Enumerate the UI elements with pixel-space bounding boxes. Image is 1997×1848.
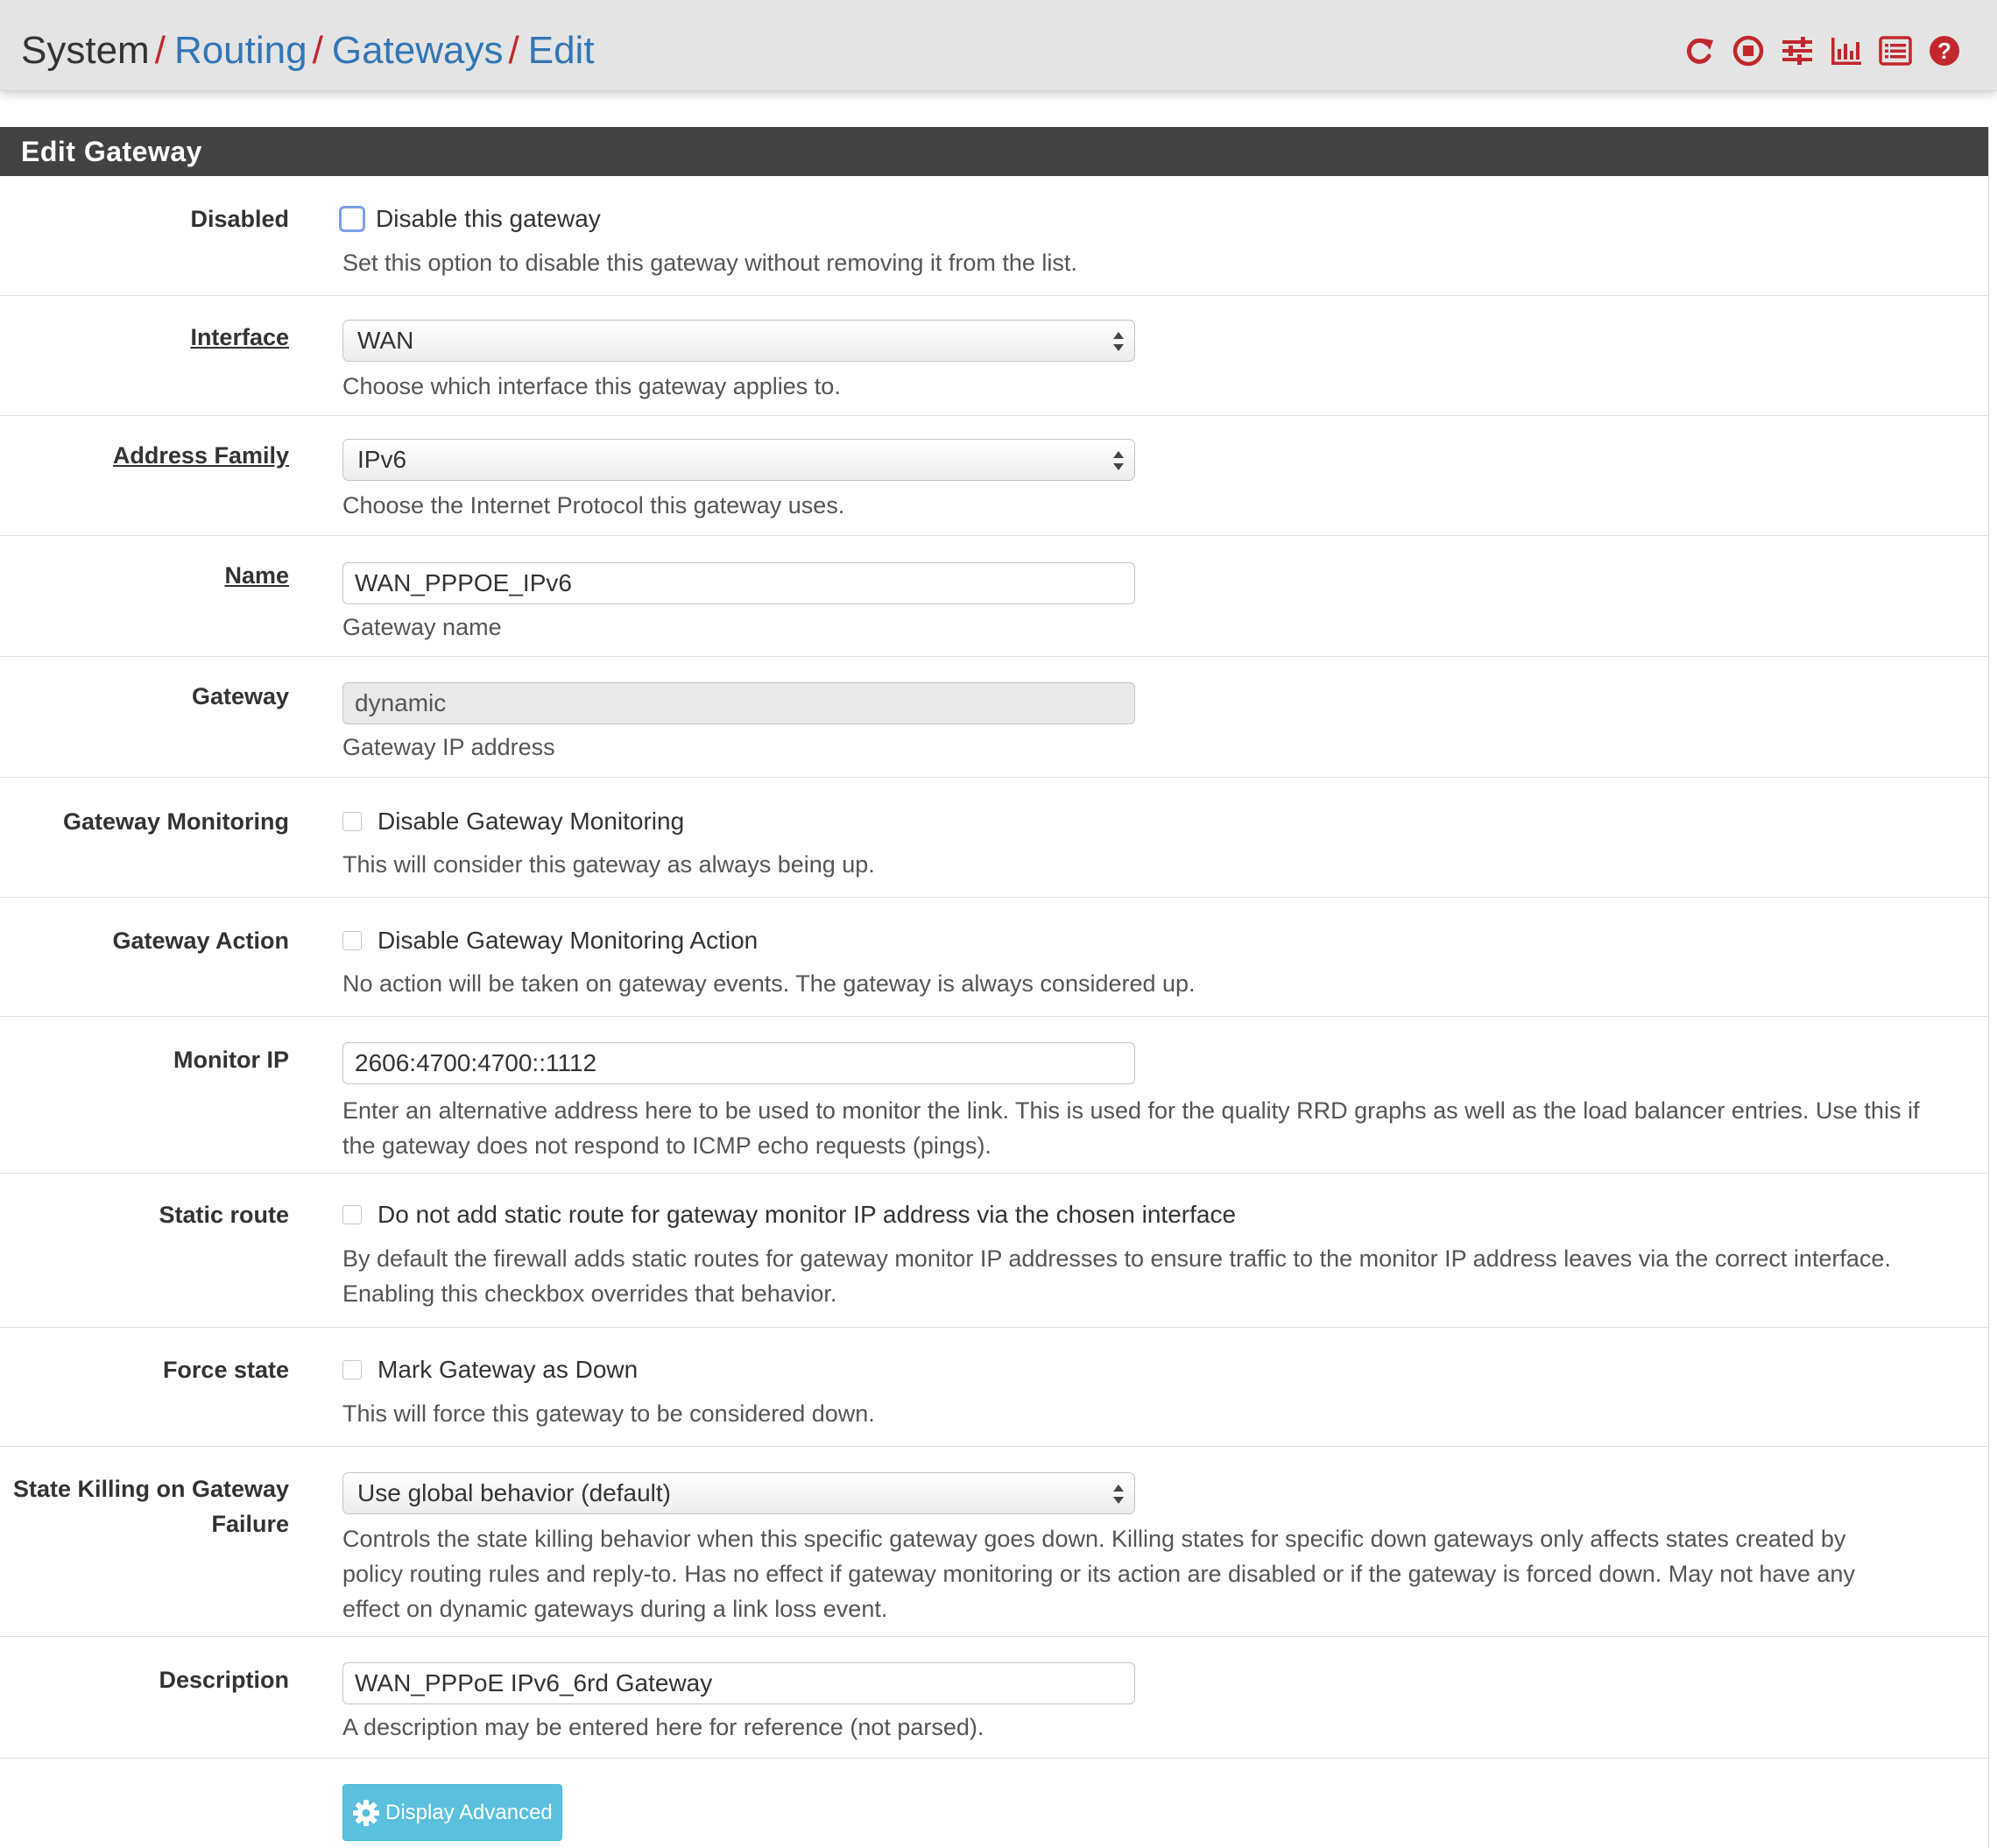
state-killing-label	[0, 1471, 289, 1541]
disable-gateway-option	[342, 201, 1963, 236]
state-killing-select-value: Use global behavior (default)	[357, 1479, 671, 1506]
header-shortcuts	[1682, 32, 1962, 70]
state-killing-select[interactable]	[342, 1472, 1135, 1514]
breadcrumb-routing-link[interactable]: Routing	[173, 29, 307, 72]
form-body	[0, 176, 1989, 1848]
disable-gateway-monitoring-label[interactable]: Disable Gateway Monitoring	[378, 808, 685, 835]
interface-field	[342, 320, 1963, 404]
force-state-help: This will force this gateway to be considered down.	[342, 1400, 875, 1427]
gateway-input[interactable]: dynamic	[342, 682, 1135, 724]
select-arrows-icon	[1111, 330, 1126, 353]
form-row-gateway-action	[0, 898, 1989, 1017]
disable-gateway-action-label[interactable]: Disable Gateway Monitoring Action	[378, 927, 759, 954]
display-advanced-label: Display Advanced	[385, 1800, 553, 1824]
monitor-ip-input[interactable]: 2606:4700:4700::1112	[342, 1042, 1135, 1084]
form-row-interface	[0, 296, 1989, 416]
form-row-static-route	[0, 1174, 1989, 1328]
address-family-select[interactable]	[342, 439, 1135, 481]
interface-select-value: WAN	[357, 327, 414, 354]
disable-gateway-monitoring-checkbox[interactable]	[342, 812, 362, 831]
breadcrumb-gateways-link[interactable]: Gateways	[331, 29, 504, 72]
svg-text:?: ?	[1937, 38, 1951, 64]
reload-icon[interactable]	[1682, 33, 1717, 68]
address-family-select-value: IPv6	[357, 446, 407, 473]
static-route-label: Static route	[159, 1202, 289, 1228]
form-row-gateway-monitoring	[0, 778, 1989, 898]
monitor-ip-help-line-2: the gateway does not respond to ICMP echo requests (pings).	[342, 1132, 991, 1159]
gateway-action-help: No action will be taken on gateway events. The gateway is always considered up.	[342, 970, 1196, 997]
disable-gateway-checkbox-label[interactable]: Disable this gateway	[376, 205, 601, 232]
monitor-ip-field	[342, 1042, 1963, 1163]
breadcrumb-separator: /	[312, 29, 323, 72]
form-row-description	[0, 1637, 1989, 1759]
description-field	[342, 1662, 1963, 1745]
disabled-field	[342, 201, 1963, 280]
state-killing-label-line-1: State Killing on Gateway	[12, 1476, 289, 1502]
form-row-state-killing	[0, 1447, 1989, 1637]
gateway-label: Gateway	[191, 683, 289, 709]
address-family-label[interactable]: Address Family	[112, 442, 289, 469]
force-state-label: Force state	[162, 1357, 289, 1383]
gateway-action-label: Gateway Action	[112, 928, 289, 954]
stop-icon[interactable]	[1731, 33, 1766, 68]
state-killing-label-line-2: Failure	[211, 1511, 289, 1537]
interface-label[interactable]: Interface	[190, 324, 289, 350]
breadcrumb-separator: /	[154, 29, 166, 72]
force-state-option	[342, 1352, 1963, 1387]
address-family-field	[342, 439, 1963, 523]
display-advanced-button[interactable]	[342, 1784, 562, 1841]
interface-help: Choose which interface this gateway applies to.	[342, 373, 841, 399]
help-icon[interactable]	[1927, 33, 1962, 68]
mark-gateway-down-checkbox[interactable]	[342, 1360, 362, 1379]
monitor-ip-label: Monitor IP	[173, 1047, 289, 1073]
disabled-help: Set this option to disable this gateway without removing it from the list.	[342, 250, 1077, 276]
gateway-monitoring-label: Gateway Monitoring	[62, 808, 289, 835]
state-killing-help-line-1: Controls the state killing behavior when this specific gateway goes down. Killing states for specific down gateways only affects states created by	[342, 1526, 1846, 1552]
description-label: Description	[159, 1667, 289, 1693]
description-help: A description may be entered here for reference (not parsed).	[342, 1714, 984, 1740]
page-header	[0, 0, 1997, 91]
disable-gateway-action-checkbox[interactable]	[342, 931, 362, 950]
address-family-help: Choose the Internet Protocol this gateway uses.	[342, 492, 845, 518]
name-help: Gateway name	[342, 614, 502, 640]
breadcrumb	[21, 25, 595, 77]
static-route-option	[342, 1197, 1963, 1232]
static-route-help-line-1: By default the firewall adds static routes for gateway monitor IP addresses to ensure traffic to the monitor IP address leaves via the correct interface.	[342, 1245, 1891, 1272]
state-killing-field	[342, 1472, 1963, 1626]
gateway-monitoring-option	[342, 804, 1963, 839]
gateway-field	[342, 682, 1963, 765]
force-state-field	[342, 1352, 1963, 1431]
mark-gateway-down-label[interactable]: Mark Gateway as Down	[378, 1356, 639, 1383]
form-row-name	[0, 536, 1989, 657]
gateway-action-option	[342, 923, 1963, 958]
name-input[interactable]: WAN_PPPOE_IPv6	[342, 562, 1135, 604]
bar-chart-icon[interactable]	[1829, 33, 1864, 68]
gateway-monitoring-help: This will consider this gateway as always being up.	[342, 851, 875, 878]
form-row-address-family	[0, 416, 1989, 536]
no-static-route-checkbox[interactable]	[342, 1205, 362, 1224]
form-row-force-state	[0, 1328, 1989, 1447]
disabled-label: Disabled	[190, 206, 289, 232]
static-route-help-line-2: Enabling this checkbox overrides that behavior.	[342, 1280, 837, 1307]
form-row-gateway	[0, 657, 1989, 778]
static-route-field	[342, 1197, 1963, 1311]
sliders-icon[interactable]	[1780, 33, 1815, 68]
form-row-disabled	[0, 176, 1989, 296]
gear-icon	[352, 1799, 380, 1827]
interface-select[interactable]	[342, 320, 1135, 362]
select-arrows-icon	[1111, 1483, 1126, 1506]
state-killing-help-line-3: effect on dynamic gateways during a link loss event.	[342, 1596, 888, 1622]
description-input[interactable]: WAN_PPPoE IPv6_6rd Gateway	[342, 1662, 1135, 1704]
monitor-ip-help-line-1: Enter an alternative address here to be used to monitor the link. This is used for the quality RRD graphs as well as the load balancer entries. Use this if	[342, 1097, 1920, 1124]
list-icon[interactable]	[1878, 33, 1913, 68]
state-killing-help-line-2: policy routing rules and reply-to. Has no effect if gateway monitoring or its action are disabled or if the gateway is forced down. May not have any	[342, 1561, 1855, 1587]
no-static-route-label[interactable]: Do not add static route for gateway monitor IP address via the chosen interface	[378, 1201, 1237, 1228]
disable-gateway-checkbox[interactable]	[339, 206, 365, 232]
breadcrumb-edit-link[interactable]: Edit	[527, 29, 595, 72]
name-label[interactable]: Name	[224, 562, 289, 589]
form-row-monitor-ip	[0, 1017, 1989, 1174]
name-field	[342, 562, 1963, 645]
breadcrumb-system: System	[21, 29, 150, 72]
select-arrows-icon	[1111, 449, 1126, 472]
panel-title: Edit Gateway	[0, 127, 1988, 176]
gateway-action-field	[342, 923, 1963, 1001]
gateway-help: Gateway IP address	[342, 734, 555, 760]
gateway-monitoring-field	[342, 804, 1963, 882]
breadcrumb-separator: /	[508, 29, 519, 72]
